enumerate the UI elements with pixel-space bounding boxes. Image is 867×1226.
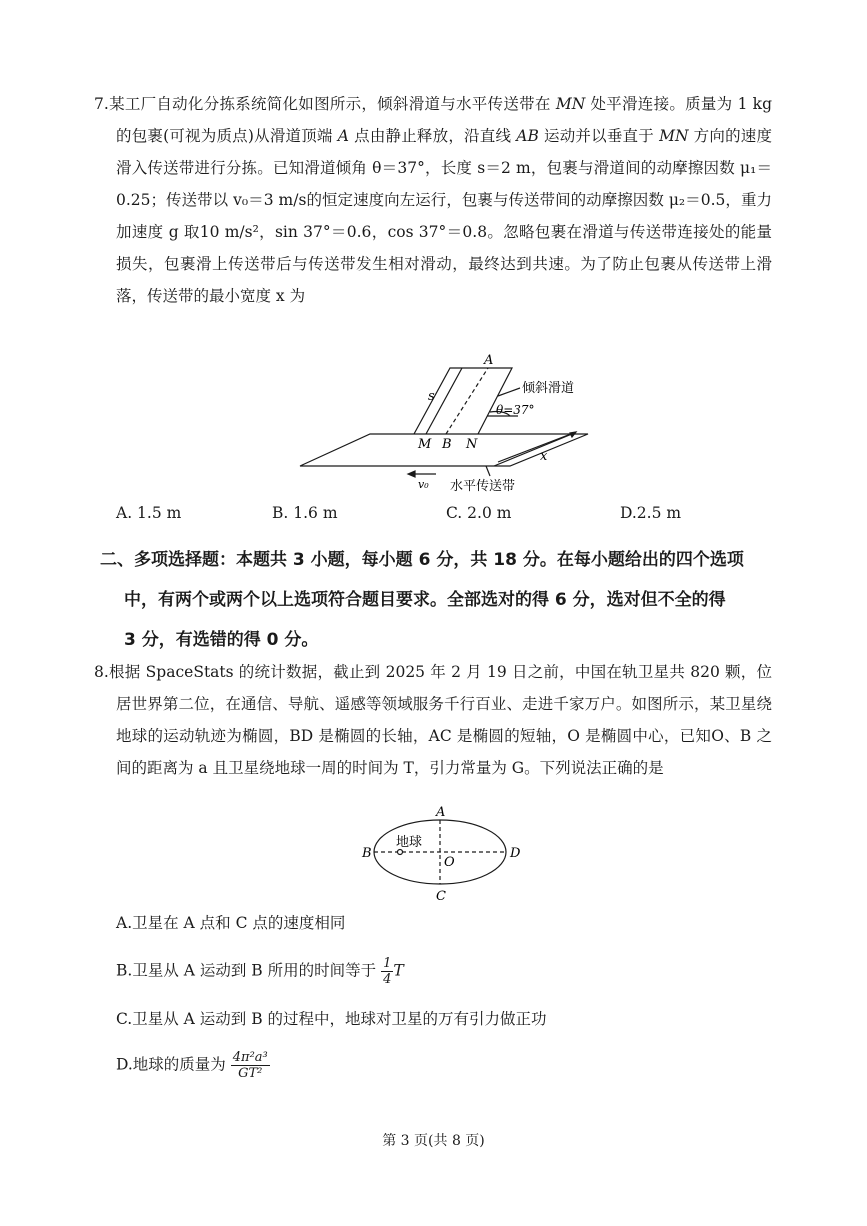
figure8-label-D: D	[510, 846, 521, 861]
figure8-label-A: A	[436, 806, 446, 820]
q8-option-d[interactable]: D.地球的质量为 $\frac{\text{4π²a³}}{\text{GT²}}$	[116, 1050, 268, 1081]
question-8-text: 8.根据 SpaceStats 的统计数据，截止到 2025 年 2 月 19 日之前，中国在轨卫星共 820 颗，位居世界第二位，在通信、导航、遥感等领域服务千行百业、走进千家万户。如图所示，某卫星绕地球的运动轨迹为椭圆，BD 是椭圆的长轴，AC 是椭圆的短轴，O 是椭圆中心，已知O、B 之间的距离为 a 且卫星绕地球一周的时间为 T，引力常量为 G。下列说法正确的是	[94, 663, 772, 777]
figure8-label-earth: 地球	[396, 835, 423, 850]
figure8-label-C: C	[436, 889, 446, 904]
question-7-number: 7.	[94, 95, 109, 113]
figure8-label-B: B	[362, 846, 372, 861]
figure8-label-O: O	[444, 855, 455, 870]
q8-option-b[interactable]: B.卫星从 A 运动到 B 所用的时间等于 $\frac{1}{4}$ T	[116, 956, 404, 987]
question-8-figure	[358, 806, 528, 904]
fraction-one-quarter: $\frac{1}{4}$	[383, 956, 392, 987]
section-2-heading: 二、多项选择题：本题共 3 小题，每小题 6 分，共 18 分。在每小题给出的四个选项 中，有两个或两个以上选项符合题目要求。全部选对的得 6 分，选对但不全的得 3 分，有选错的得 0 分。	[100, 550, 744, 650]
question-7-text: 7.某工厂自动化分拣系统简化如图所示，倾斜滑道与水平传送带在 MN 处平滑连接。质量为 1 kg 的包裹(可视为质点)从滑道顶端 A 点由静止释放，沿直线 AB 运动并以垂直于 MN 方向的速度滑入传送带进行分拣。已知滑道倾角 θ＝37°，长度 s＝2 m，包裹与滑道间的动摩擦因数 μ₁＝0.25；传送带以 v₀＝3 m/s的恒定速度向左运行，包裹与传送带间的动摩擦因数 μ₂＝0.5，重力加速度 g 取10 m/s²，sin 37°＝0.6，cos 37°＝0.8。忽略包裹在滑道与传送带连接处的能量损失，包裹滑上传送带后与传送带发生相对滑动，最终达到共速。为了防止包裹从传送带上滑落，传送带的最小宽度 x 为	[94, 95, 772, 305]
question-8-number: 8.	[94, 663, 109, 681]
q7-option-c[interactable]: C. 2.0 m	[446, 504, 512, 522]
question-7-figure	[290, 350, 600, 500]
page-footer: 第 3 页(共 8 页)	[382, 1133, 485, 1149]
figure7-label-B: B	[442, 437, 452, 452]
figure7-label-theta: θ=37°	[496, 403, 535, 417]
figure7-label-M: M	[418, 437, 432, 452]
figure7-label-x: x	[540, 449, 548, 464]
q8-option-a[interactable]: A.卫星在 A 点和 C 点的速度相同	[116, 914, 346, 932]
figure7-label-A: A	[484, 353, 494, 368]
q7-option-b[interactable]: B. 1.6 m	[272, 504, 338, 522]
path-ab-line	[446, 368, 488, 434]
earth-point	[398, 850, 403, 855]
figure7-label-v0: v₀	[418, 478, 429, 491]
figure7-label-s: s	[428, 389, 435, 404]
figure7-label-belt: 水平传送带	[450, 479, 516, 494]
figure7-label-slide: 倾斜滑道	[522, 381, 575, 396]
q7-option-d[interactable]: D.2.5 m	[620, 504, 682, 522]
question-7-options	[116, 504, 776, 532]
figure7-label-N: N	[466, 437, 478, 452]
fraction-earth-mass: $\frac{\text{4π²a³}}{\text{GT²}}$	[232, 1050, 268, 1081]
q7-option-a[interactable]: A. 1.5 m	[116, 504, 182, 522]
q8-option-c[interactable]: C.卫星从 A 运动到 B 的过程中，地球对卫星的万有引力做正功	[116, 1010, 547, 1028]
